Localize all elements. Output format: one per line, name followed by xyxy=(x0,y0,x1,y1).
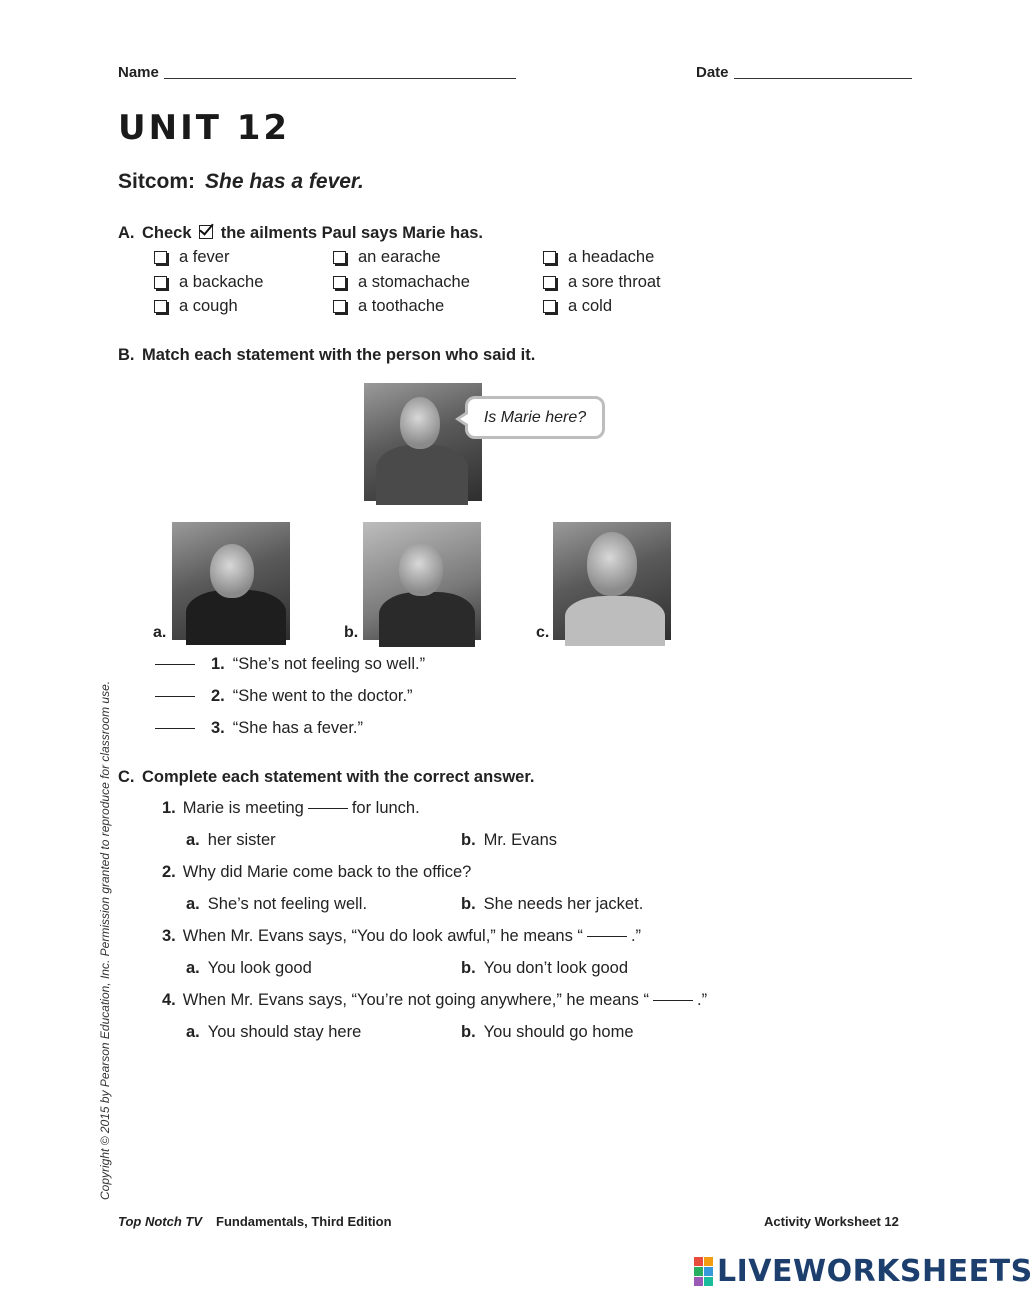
checkbox[interactable] xyxy=(543,276,556,289)
option-a[interactable] xyxy=(186,1023,361,1042)
statement-text: “She has a fever.” xyxy=(232,719,364,737)
question-row xyxy=(162,799,420,818)
statement-text: “She’s not feeling so well.” xyxy=(232,655,426,673)
checkbox[interactable] xyxy=(333,300,346,313)
section-a-instruction-pre: Check xyxy=(142,224,192,242)
option-letter: b. xyxy=(461,959,476,977)
ailment-label: an earache xyxy=(358,248,441,266)
statement-row xyxy=(155,719,363,738)
ailment-item xyxy=(543,273,661,292)
footer-edition: Fundamentals, Third Edition xyxy=(216,1214,392,1229)
option-text: You should go home xyxy=(483,1023,634,1041)
answer-blank[interactable] xyxy=(587,936,627,937)
option-b[interactable] xyxy=(461,1023,634,1042)
ailment-item xyxy=(154,248,229,267)
date-label: Date xyxy=(696,64,729,81)
photo-a-label: a. xyxy=(153,624,167,641)
footer-series: Top Notch TV xyxy=(118,1214,203,1229)
option-text: You should stay here xyxy=(207,1023,362,1041)
question-number: 2. xyxy=(162,863,176,881)
option-a[interactable] xyxy=(186,959,312,978)
question-text: Marie is meeting xyxy=(182,799,304,817)
section-a-letter: A. xyxy=(118,224,135,242)
copyright-text: Copyright © 2015 by Pearson Education, Inc. Permission granted to reproduce for classroom use. xyxy=(98,680,112,1200)
question-number: 4. xyxy=(162,991,176,1009)
option-letter: a. xyxy=(186,895,200,913)
question-text: When Mr. Evans says, “You’re not going anywhere,” he means “ xyxy=(182,991,649,1009)
logo-tile xyxy=(694,1267,703,1276)
ailment-label: a cold xyxy=(568,297,613,315)
option-b[interactable] xyxy=(461,831,557,850)
statement-row xyxy=(155,687,413,706)
checkbox[interactable] xyxy=(154,300,167,313)
checkmark-icon xyxy=(199,225,213,239)
question-text-end: .” xyxy=(630,927,642,945)
option-letter: b. xyxy=(461,831,476,849)
speech-bubble: Is Marie here? xyxy=(465,396,605,439)
logo-grid-icon xyxy=(694,1257,713,1286)
ailment-item xyxy=(154,273,263,292)
ailment-item xyxy=(543,297,612,316)
name-label: Name xyxy=(118,64,159,81)
option-text: You look good xyxy=(207,959,312,977)
logo-tile xyxy=(704,1277,713,1286)
statement-number: 1. xyxy=(211,655,225,673)
answer-blank[interactable] xyxy=(155,728,195,729)
answer-blank[interactable] xyxy=(155,696,195,697)
ailment-label: a fever xyxy=(179,248,230,266)
photo-c xyxy=(553,522,671,640)
option-letter: a. xyxy=(186,831,200,849)
question-row xyxy=(162,991,707,1010)
checkbox[interactable] xyxy=(543,251,556,264)
option-letter: b. xyxy=(461,895,476,913)
question-number: 1. xyxy=(162,799,176,817)
section-c-instruction: Complete each statement with the correct answer. xyxy=(142,768,535,786)
option-b[interactable] xyxy=(461,959,628,978)
statement-text: “She went to the doctor.” xyxy=(232,687,413,705)
section-b-instruction: Match each statement with the person who said it. xyxy=(142,346,536,364)
page-title: UNIT 12 xyxy=(118,108,291,148)
checkbox[interactable] xyxy=(154,276,167,289)
option-a[interactable] xyxy=(186,831,276,850)
option-b[interactable] xyxy=(461,895,643,914)
statement-number: 3. xyxy=(211,719,225,737)
paul-photo xyxy=(364,383,482,501)
ailment-label: a headache xyxy=(568,248,655,266)
name-line[interactable] xyxy=(164,78,516,79)
photo-b xyxy=(363,522,481,640)
ailment-item xyxy=(543,248,654,267)
ailment-item xyxy=(333,248,441,267)
answer-blank[interactable] xyxy=(653,1000,693,1001)
logo-tile xyxy=(694,1257,703,1266)
ailment-item xyxy=(154,297,238,316)
section-a-heading xyxy=(118,224,483,243)
footer-worksheet: Activity Worksheet 12 xyxy=(764,1214,899,1229)
logo-tile xyxy=(704,1257,713,1266)
checkbox[interactable] xyxy=(333,251,346,264)
question-row xyxy=(162,863,471,882)
section-a-instruction-post: the ailments Paul says Marie has. xyxy=(220,224,484,242)
option-text: her sister xyxy=(207,831,276,849)
ailment-item xyxy=(333,297,444,316)
question-text: When Mr. Evans says, “You do look awful,” he means “ xyxy=(182,927,583,945)
checkbox[interactable] xyxy=(154,251,167,264)
photo-c-label: c. xyxy=(536,624,550,641)
photo-b-label: b. xyxy=(344,624,359,641)
statement-row xyxy=(155,655,425,674)
question-text: Why did Marie come back to the office? xyxy=(182,863,472,881)
checkbox[interactable] xyxy=(543,300,556,313)
logo-text: LIVEWORKSHEETS xyxy=(717,1254,1033,1289)
statement-number: 2. xyxy=(211,687,225,705)
ailment-label: a cough xyxy=(179,297,238,315)
ailment-label: a backache xyxy=(179,273,264,291)
option-text: You don’t look good xyxy=(483,959,629,977)
logo-tile xyxy=(694,1277,703,1286)
footer-left xyxy=(118,1214,392,1229)
answer-blank[interactable] xyxy=(155,664,195,665)
question-row xyxy=(162,927,641,946)
option-letter: a. xyxy=(186,959,200,977)
sitcom-label: Sitcom: xyxy=(118,170,196,193)
section-c-heading xyxy=(118,768,534,787)
photo-a xyxy=(172,522,290,640)
section-b-heading xyxy=(118,346,535,365)
section-c-letter: C. xyxy=(118,768,135,786)
option-text: Mr. Evans xyxy=(483,831,558,849)
ailment-label: a sore throat xyxy=(568,273,661,291)
sitcom-episode: She has a fever. xyxy=(205,170,364,193)
checkbox[interactable] xyxy=(333,276,346,289)
ailment-label: a stomachache xyxy=(358,273,470,291)
section-b-letter: B. xyxy=(118,346,135,364)
answer-blank[interactable] xyxy=(308,808,348,809)
logo-tile xyxy=(704,1267,713,1276)
option-letter: b. xyxy=(461,1023,476,1041)
option-letter: a. xyxy=(186,1023,200,1041)
ailment-label: a toothache xyxy=(358,297,445,315)
question-text-end: for lunch. xyxy=(351,799,420,817)
option-text: She’s not feeling well. xyxy=(207,895,368,913)
option-text: She needs her jacket. xyxy=(483,895,644,913)
option-a[interactable] xyxy=(186,895,367,914)
date-line[interactable] xyxy=(734,78,912,79)
question-number: 3. xyxy=(162,927,176,945)
sitcom-title xyxy=(118,170,364,194)
question-text-end: .” xyxy=(696,991,708,1009)
ailment-item xyxy=(333,273,470,292)
liveworksheets-logo[interactable] xyxy=(694,1254,1033,1289)
